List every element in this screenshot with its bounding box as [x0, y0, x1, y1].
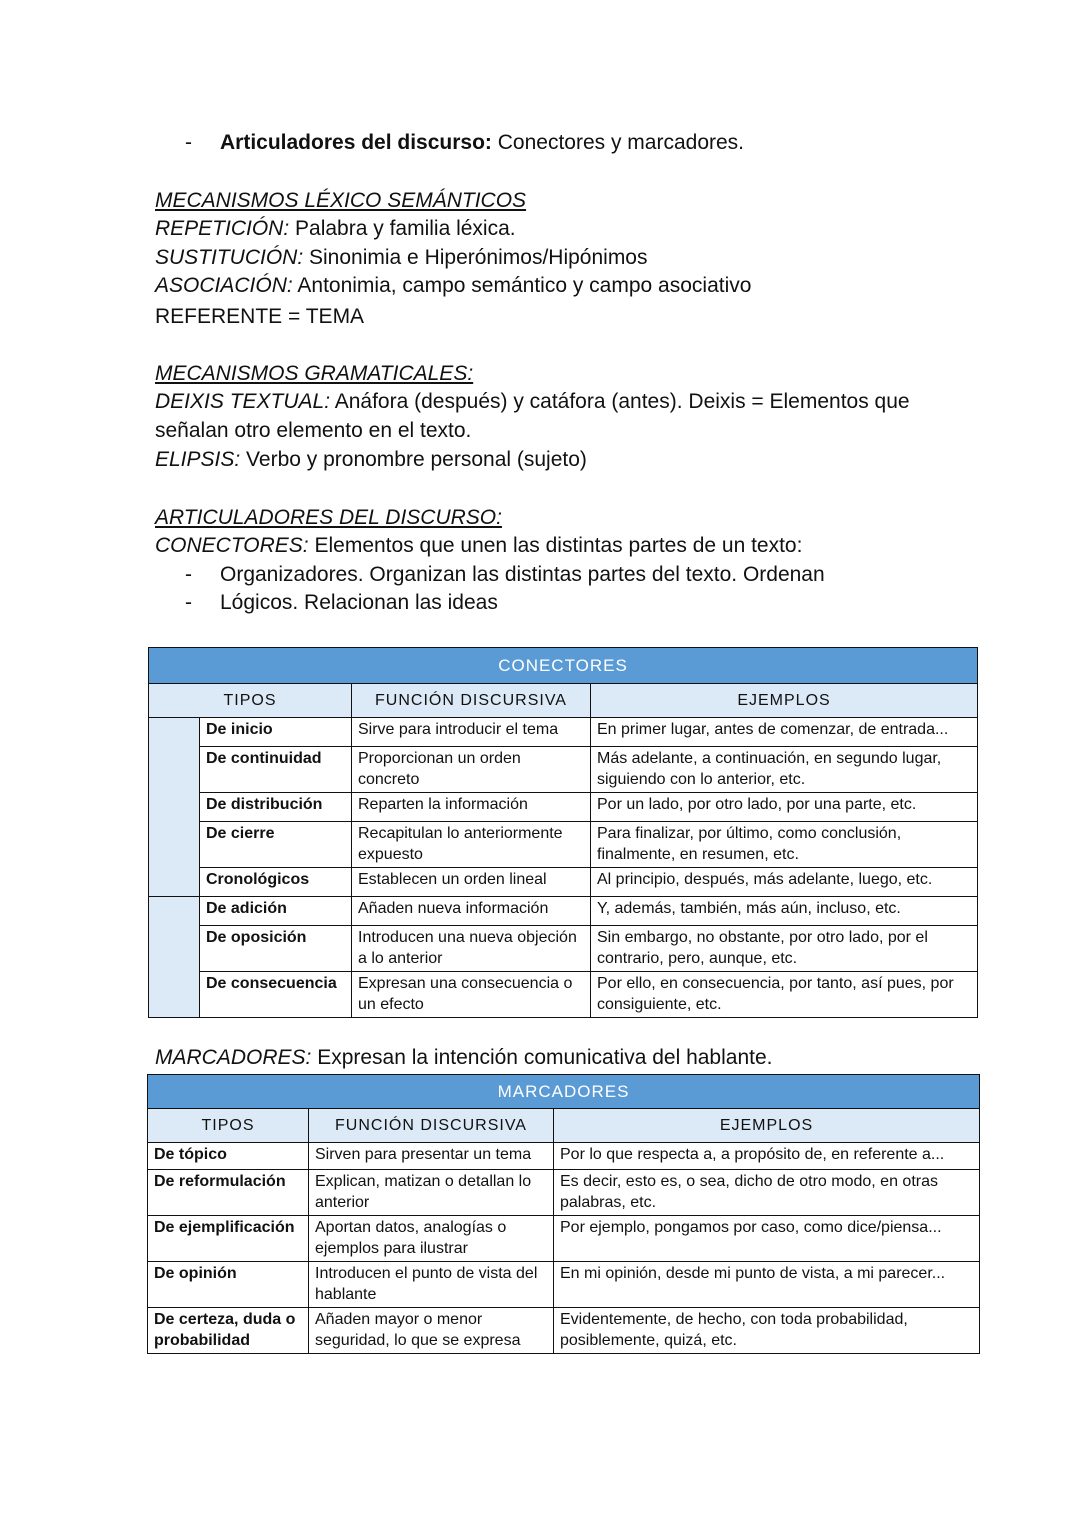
row-ejemplos: Por lo que respecta a, a propósito de, en referente a...	[554, 1143, 980, 1170]
conectores-table-title: CONECTORES	[149, 648, 978, 684]
table-row	[149, 822, 978, 868]
marcadores-table	[147, 1074, 980, 1354]
elipsis-line	[155, 447, 587, 473]
elipsis-text: Verbo y pronombre personal (sujeto)	[240, 448, 587, 471]
bullet-dash: -	[185, 563, 192, 586]
intro-line	[220, 130, 744, 156]
row-tipo: De inicio	[200, 718, 352, 747]
row-ejemplos: Por ejemplo, pongamos por caso, como dice/piensa...	[554, 1216, 980, 1262]
row-funcion: Expresan una consecuencia o un efecto	[352, 972, 591, 1018]
deixis-label: DEIXIS TEXTUAL:	[155, 390, 331, 413]
repeticion-label: REPETICIÓN:	[155, 217, 290, 240]
row-tipo: De adición	[200, 897, 352, 926]
marcadores-label: MARCADORES:	[155, 1046, 312, 1069]
conectores-label: CONECTORES:	[155, 534, 309, 557]
bullet-dash: -	[185, 591, 192, 614]
marcadores-def-line	[155, 1045, 772, 1071]
sustitucion-label: SUSTITUCIÓN:	[155, 246, 304, 269]
row-tipo: De cierre	[200, 822, 352, 868]
col-header-funcion: FUNCIÓN DISCURSIVA	[352, 684, 591, 718]
row-tipo: De certeza, duda o probabilidad	[148, 1308, 309, 1354]
row-funcion: Recapitulan lo anteriormente expuesto	[352, 822, 591, 868]
row-tipo: De oposición	[200, 926, 352, 972]
lexico-line-sustitucion	[155, 245, 648, 271]
row-tipo: De consecuencia	[200, 972, 352, 1018]
row-ejemplos: En mi opinión, desde mi punto de vista, a mi parecer...	[554, 1262, 980, 1308]
row-ejemplos: Sin embargo, no obstante, por otro lado, por el contrario, pero, aunque, etc.	[591, 926, 978, 972]
table-row	[149, 868, 978, 897]
marcadores-table-title: MARCADORES	[148, 1075, 980, 1109]
asociacion-label: ASOCIACIÓN:	[155, 274, 293, 297]
bullet-organizadores: Organizadores. Organizan las distintas partes del texto. Ordenan	[220, 563, 825, 586]
col-header-tipos: TIPOS	[148, 1109, 309, 1143]
row-funcion: Sirve para introducir el tema	[352, 718, 591, 747]
deixis-line	[155, 389, 910, 415]
row-funcion: Introducen una nueva objeción a lo anterior	[352, 926, 591, 972]
conectores-table	[148, 647, 978, 1018]
table-row	[149, 972, 978, 1018]
bullet-logicos: Lógicos. Relacionan las ideas	[220, 591, 498, 614]
table-row	[149, 926, 978, 972]
table-row	[149, 718, 978, 747]
row-ejemplos: Por un lado, por otro lado, por una parte, etc.	[591, 793, 978, 822]
row-funcion: Explican, matizan o detallan lo anterior	[309, 1170, 554, 1216]
row-ejemplos: Al principio, después, más adelante, luego, etc.	[591, 868, 978, 897]
conectores-text: Elementos que unen las distintas partes de un texto:	[308, 534, 803, 557]
row-tipo: De ejemplificación	[148, 1216, 309, 1262]
repeticion-text: Palabra y familia léxica.	[289, 217, 516, 240]
row-funcion: Añaden mayor o menor seguridad, lo que se expresa	[309, 1308, 554, 1354]
intro-bold: Articuladores del discurso:	[220, 131, 492, 154]
row-funcion: Reparten la información	[352, 793, 591, 822]
row-ejemplos: Es decir, esto es, o sea, dicho de otro modo, en otras palabras, etc.	[554, 1170, 980, 1216]
row-tipo: De reformulación	[148, 1170, 309, 1216]
row-tipo: Cronológicos	[200, 868, 352, 897]
row-tipo: De tópico	[148, 1143, 309, 1170]
articuladores-heading: ARTICULADORES DEL DISCURSO:	[155, 506, 502, 529]
row-ejemplos: Para finalizar, por último, como conclusión, finalmente, en resumen, etc.	[591, 822, 978, 868]
table-row	[148, 1216, 980, 1262]
logicos-group-cell	[149, 897, 200, 1018]
col-header-ejemplos: EJEMPLOS	[554, 1109, 980, 1143]
row-ejemplos: Más adelante, a continuación, en segundo lugar, siguiendo con lo anterior, etc.	[591, 747, 978, 793]
table-row	[149, 747, 978, 793]
row-funcion: Proporcionan un orden concreto	[352, 747, 591, 793]
marcadores-text: Expresan la intención comunicativa del hablante.	[311, 1046, 773, 1069]
row-funcion: Introducen el punto de vista del hablante	[309, 1262, 554, 1308]
row-funcion: Establecen un orden lineal	[352, 868, 591, 897]
row-tipo: De distribución	[200, 793, 352, 822]
row-funcion: Aportan datos, analogías o ejemplos para ilustrar	[309, 1216, 554, 1262]
row-ejemplos: Evidentemente, de hecho, con toda probabilidad, posiblemente, quizá, etc.	[554, 1308, 980, 1354]
col-header-tipos: TIPOS	[149, 684, 352, 718]
table-row	[148, 1262, 980, 1308]
lexico-line-repeticion	[155, 216, 516, 242]
intro-bullet-dash: -	[185, 131, 192, 154]
conectores-def-line	[155, 533, 802, 559]
row-funcion: Añaden nueva información	[352, 897, 591, 926]
deixis-cont: señalan otro elemento en el texto.	[155, 419, 472, 442]
table-row	[148, 1143, 980, 1170]
row-ejemplos: En primer lugar, antes de comenzar, de entrada...	[591, 718, 978, 747]
row-tipo: De opinión	[148, 1262, 309, 1308]
asociacion-text: Antonimia, campo semántico y campo asociativo	[292, 274, 752, 297]
lexico-heading: MECANISMOS LÉXICO SEMÁNTICOS	[155, 189, 527, 212]
deixis-text: Anáfora (después) y catáfora (antes). Deixis = Elementos que	[330, 390, 910, 413]
row-ejemplos: Y, además, también, más aún, incluso, etc.	[591, 897, 978, 926]
gramaticales-heading: MECANISMOS GRAMATICALES:	[155, 362, 474, 385]
col-header-funcion: FUNCIÓN DISCURSIVA	[309, 1109, 554, 1143]
referente-line: REFERENTE = TEMA	[155, 305, 365, 328]
row-tipo: De continuidad	[200, 747, 352, 793]
lexico-line-asociacion	[155, 273, 751, 299]
elipsis-label: ELIPSIS:	[155, 448, 241, 471]
table-row	[149, 897, 978, 926]
row-funcion: Sirven para presentar un tema	[309, 1143, 554, 1170]
table-row	[148, 1170, 980, 1216]
sustitucion-text: Sinonimia e Hiperónimos/Hipónimos	[303, 246, 648, 269]
table-row	[149, 793, 978, 822]
organizadores-group-cell	[149, 718, 200, 897]
intro-rest: Conectores y marcadores.	[491, 131, 745, 154]
row-ejemplos: Por ello, en consecuencia, por tanto, así pues, por consiguiente, etc.	[591, 972, 978, 1018]
col-header-ejemplos: EJEMPLOS	[591, 684, 978, 718]
table-row	[148, 1308, 980, 1354]
